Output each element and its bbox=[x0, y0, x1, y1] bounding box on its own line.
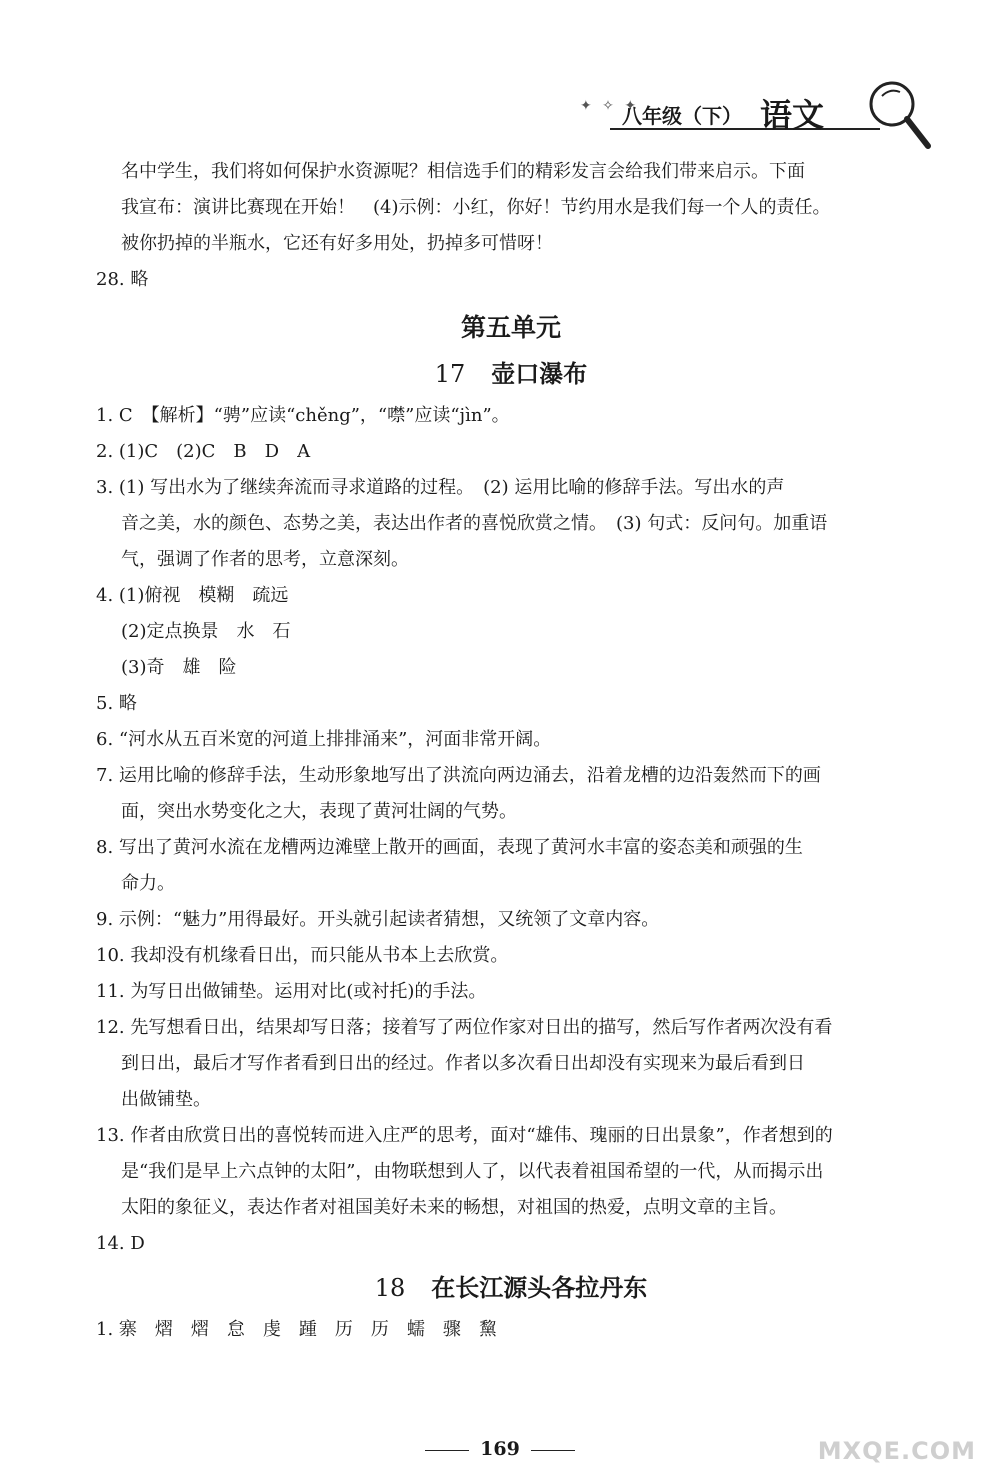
footer-rule bbox=[425, 1450, 469, 1451]
answer-7-cont: 面，突出水势变化之大，表现了黄河壮阔的气势。 bbox=[121, 801, 517, 822]
answer-4-cont: (2)定点换景 水 石 bbox=[121, 621, 291, 642]
lesson-number: 17 bbox=[434, 360, 466, 388]
answer-5: 5. 略 bbox=[96, 693, 137, 714]
page-header bbox=[570, 78, 950, 158]
answer-12: 12. 先写想看日出，结果却写日落；接着写了两位作家对日出的描写，然后写作者两次没有看 bbox=[96, 1017, 833, 1038]
answer-14: 14. D bbox=[96, 1233, 145, 1254]
answer-3: 3. (1) 写出水为了继续奔流而寻求道路的过程。 (2) 运用比喻的修辞手法。写出水的声 bbox=[96, 477, 785, 498]
continued-text-line: 我宣布：演讲比赛现在开始！ (4)示例：小红，你好！节约用水是我们每一个人的责任。 bbox=[121, 197, 831, 218]
answer-content bbox=[96, 154, 926, 1348]
page-number: 169 bbox=[480, 1438, 520, 1460]
answer-9: 9. 示例：“魅力”用得最好。开头就引起读者猜想，又统领了文章内容。 bbox=[96, 909, 660, 930]
answer-3-cont: 气，强调了作者的思考，立意深刻。 bbox=[121, 549, 409, 570]
unit-title: 第五单元 bbox=[460, 313, 561, 342]
lesson-18-title bbox=[96, 1268, 926, 1308]
magnifier-icon bbox=[860, 74, 940, 154]
lesson-number: 18 bbox=[374, 1274, 406, 1302]
answer-13: 13. 作者由欣赏日出的喜悦转而进入庄严的思考，面对“雄伟、瑰丽的日出景象”，作者想到的 bbox=[96, 1125, 833, 1146]
answer-12-cont: 到日出，最后才写作者看到日出的经过。作者以多次看日出却没有实现来为最后看到日 bbox=[121, 1053, 805, 1074]
continued-text-line: 名中学生，我们将如何保护水资源呢？相信选手们的精彩发言会给我们带来启示。下面 bbox=[121, 161, 805, 182]
watermark: MXQE.COM bbox=[817, 1437, 976, 1465]
answer-7: 7. 运用比喻的修辞手法，生动形象地写出了洪流向两边涌去，沿着龙槽的边沿轰然而下的画 bbox=[96, 765, 821, 786]
answer-8-cont: 命力。 bbox=[121, 873, 175, 894]
answer-6: 6. “河水从五百米宽的河道上排排涌来”，河面非常开阔。 bbox=[96, 729, 552, 750]
answer-10: 10. 我却没有机缘看日出，而只能从书本上去欣赏。 bbox=[96, 945, 509, 966]
answer-13-cont: 是“我们是早上六点钟的太阳”，由物联想到人了，以代表着祖国希望的一代，从而揭示出 bbox=[121, 1161, 824, 1182]
answer-2: 2. (1)C (2)C B D A bbox=[96, 441, 311, 462]
lesson-17-title bbox=[96, 354, 926, 394]
answer-4: 4. (1)俯视 模糊 疏远 bbox=[96, 585, 289, 606]
header-grade: 八年级（下） bbox=[622, 104, 742, 128]
answer-8: 8. 写出了黄河水流在龙槽两边滩壁上散开的画面，表现了黄河水丰富的姿态美和顽强的生 bbox=[96, 837, 803, 858]
lesson-name: 壶口瀑布 bbox=[491, 360, 588, 388]
answer-12-cont: 出做铺垫。 bbox=[121, 1089, 211, 1110]
answer-1: 1. C 【解析】“骋”应读“chěng”，“噤”应读“jìn”。 bbox=[96, 405, 510, 426]
answer-11: 11. 为写日出做铺垫。运用对比(或衬托)的手法。 bbox=[96, 981, 487, 1002]
answer-28: 28. 略 bbox=[96, 269, 149, 290]
answer-4-cont: (3)奇 雄 险 bbox=[121, 657, 237, 678]
footer-rule bbox=[531, 1450, 575, 1451]
continued-text-line: 被你扔掉的半瓶水，它还有好多用处，扔掉多可惜呀！ bbox=[121, 233, 553, 254]
star-decoration-icon: ✦ ✧ ✦ bbox=[580, 98, 640, 114]
header-subject: 语文 bbox=[760, 96, 825, 134]
answer-13-cont: 太阳的象征义，表达作者对祖国美好未来的畅想，对祖国的热爱，点明文章的主旨。 bbox=[121, 1197, 787, 1218]
answer-3-cont: 音之美，水的颜色、态势之美，表达出作者的喜悦欣赏之情。 (3) 句式：反问句。加重语 bbox=[121, 513, 828, 534]
lesson-name: 在长江源头各拉丹东 bbox=[431, 1274, 648, 1302]
answer-18-1: 1. 寨 熠 熠 怠 虔 踵 历 历 蠕 骤 黧 bbox=[96, 1319, 497, 1340]
